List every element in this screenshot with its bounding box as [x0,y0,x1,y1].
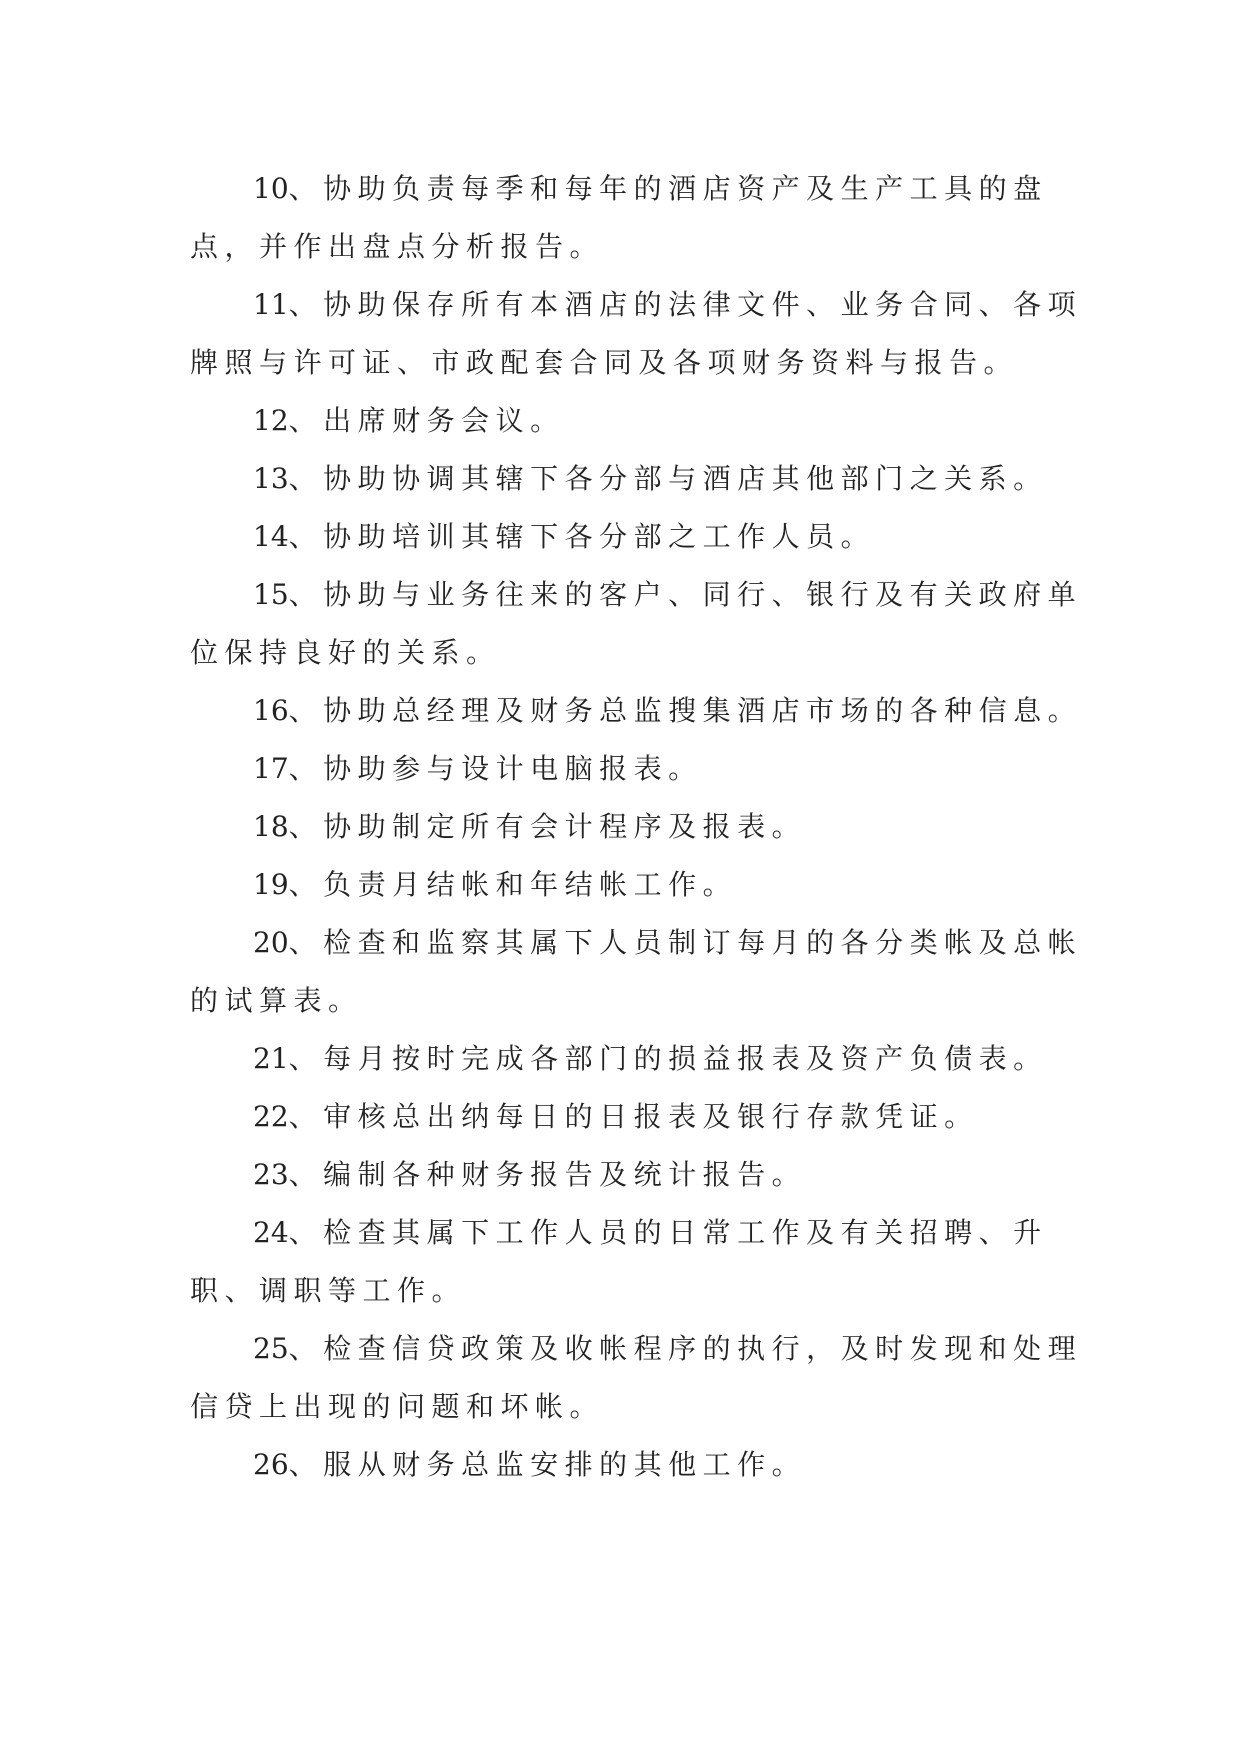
item-separator: 、 [288,578,324,611]
item-number: 20 [253,926,289,959]
item-text: 每月按时完成各部门的损益报表及资产负债表。 [323,1042,1048,1075]
item-text: 协助保存所有本酒店的法律文件、业务合同、各项牌照与许可证、市政配套合同及各项财务资料与报告。 [190,288,1083,379]
item-number: 17 [253,752,289,785]
list-item [190,1030,1090,1088]
list-item [190,1204,1090,1320]
list-item [190,1320,1090,1436]
list-item [190,740,1090,798]
item-separator: 、 [288,462,324,495]
item-text: 服从财务总监安排的其他工作。 [323,1448,807,1481]
item-separator: 、 [288,520,324,553]
list-item [190,856,1090,914]
item-text: 编制各种财务报告及统计报告。 [323,1158,807,1191]
item-text: 检查其属下工作人员的日常工作及有关招聘、升职、调职等工作。 [190,1216,1048,1307]
list-item [190,798,1090,856]
item-number: 14 [253,520,289,553]
item-text: 协助与业务往来的客户、同行、银行及有关政府单位保持良好的关系。 [190,578,1083,669]
item-separator: 、 [288,1042,324,1075]
item-number: 16 [253,694,289,727]
item-separator: 、 [288,868,324,901]
item-separator: 、 [288,926,324,959]
item-number: 21 [253,1042,289,1075]
item-text: 协助培训其辖下各分部之工作人员。 [323,520,876,553]
item-number: 22 [253,1100,289,1133]
item-text: 协助总经理及财务总监搜集酒店市场的各种信息。 [323,694,1083,727]
list-item [190,450,1090,508]
item-separator: 、 [288,288,324,321]
item-text: 负责月结帐和年结帐工作。 [323,868,738,901]
list-item [190,682,1090,740]
item-number: 25 [253,1332,289,1365]
item-separator: 、 [288,1216,324,1249]
item-text: 检查和监察其属下人员制订每月的各分类帐及总帐的试算表。 [190,926,1083,1017]
item-number: 12 [253,404,289,437]
item-separator: 、 [288,810,324,843]
list-item [190,1146,1090,1204]
item-text: 检查信贷政策及收帐程序的执行，及时发现和处理信贷上出现的问题和坏帐。 [190,1332,1083,1423]
item-text: 审核总出纳每日的日报表及银行存款凭证。 [323,1100,979,1133]
item-separator: 、 [288,752,324,785]
list-item [190,566,1090,682]
item-separator: 、 [288,404,324,437]
item-separator: 、 [288,1448,324,1481]
item-separator: 、 [288,694,324,727]
item-number: 26 [253,1448,289,1481]
list-item [190,276,1090,392]
item-separator: 、 [288,1100,324,1133]
item-text: 协助负责每季和每年的酒店资产及生产工具的盘点，并作出盘点分析报告。 [190,172,1048,263]
item-number: 15 [253,578,289,611]
item-text: 协助制定所有会计程序及报表。 [323,810,807,843]
item-number: 24 [253,1216,289,1249]
item-number: 10 [253,172,289,205]
list-item [190,914,1090,1030]
item-text: 协助参与设计电脑报表。 [323,752,703,785]
item-number: 13 [253,462,289,495]
item-text: 出席财务会议。 [323,404,565,437]
list-item [190,1088,1090,1146]
item-number: 11 [253,288,289,321]
list-item [190,1436,1090,1494]
item-text: 协助协调其辖下各分部与酒店其他部门之关系。 [323,462,1048,495]
item-number: 19 [253,868,289,901]
item-separator: 、 [288,172,324,205]
item-number: 18 [253,810,289,843]
item-number: 23 [253,1158,289,1191]
list-item [190,392,1090,450]
list-item [190,508,1090,566]
item-separator: 、 [288,1332,324,1365]
list-item [190,160,1090,276]
item-separator: 、 [288,1158,324,1191]
duty-list [190,160,1090,1494]
